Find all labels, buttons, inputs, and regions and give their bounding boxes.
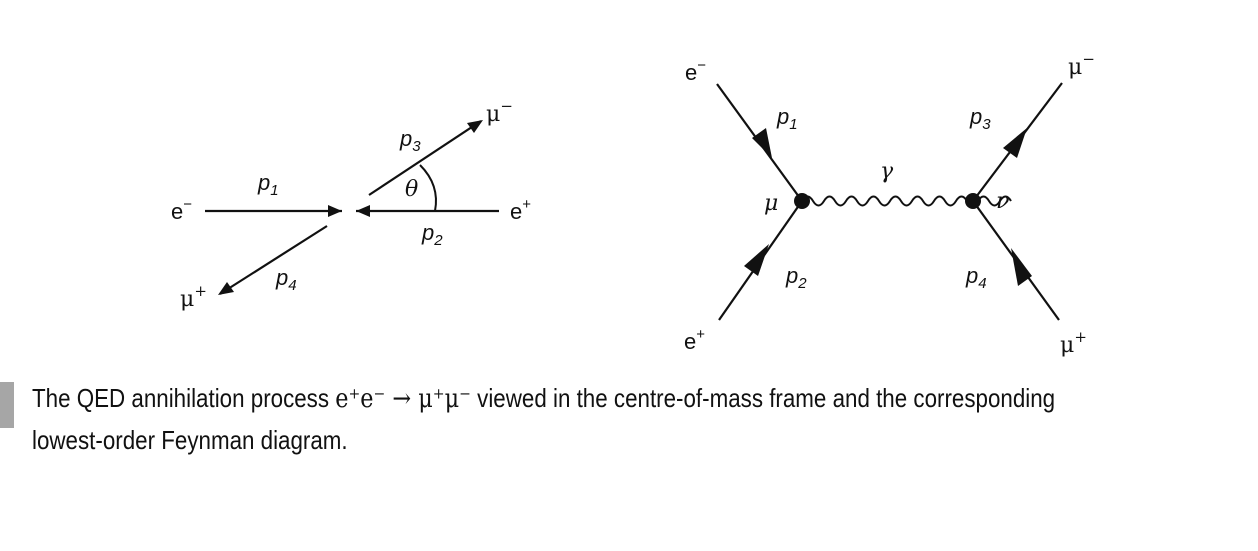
fd-p3-label: $p_3$ — [970, 104, 991, 133]
cm-muon-label: μ− — [486, 97, 513, 127]
theta-arc — [420, 165, 436, 211]
figure-caption — [32, 378, 1081, 461]
caption-text-after: viewed in the centre-of-mass frame and the corresponding lowest-order Feynman diagram. — [32, 383, 1056, 455]
fd-p1-label: $p_1$ — [777, 104, 798, 133]
caption-text-before: The QED annihilation process — [32, 383, 336, 413]
fd-muon-arrowhead — [1003, 128, 1027, 158]
cm-p4-label: $p_4$ — [276, 265, 297, 294]
p3-arrow — [369, 121, 481, 195]
feynman-diagram — [684, 50, 1095, 358]
p3-arrowhead — [467, 120, 483, 133]
fd-p2-label: $p_2$ — [786, 263, 807, 292]
cm-frame-diagram — [171, 97, 531, 312]
fd-muon-label: μ− — [1068, 50, 1095, 80]
fd-antimuon-label: μ+ — [1060, 328, 1087, 358]
fd-positron-label: e+ — [684, 326, 706, 354]
fd-photon-label: γ — [880, 159, 894, 184]
p4-arrow — [220, 226, 327, 294]
cm-p1-label: $p_1$ — [258, 170, 279, 199]
cm-p3-label: $p_3$ — [400, 126, 421, 155]
p1-arrowhead — [328, 205, 342, 217]
p2-arrowhead — [356, 205, 370, 217]
fd-p4-label: $p_4$ — [966, 263, 987, 292]
fd-antimuon-arrowhead — [1011, 248, 1032, 286]
cm-electron-label: e− — [171, 196, 193, 224]
theta-label: θ — [405, 177, 419, 202]
cm-p2-label: $p_2$ — [422, 220, 443, 249]
p4-arrowhead — [218, 282, 234, 295]
cm-antimuon-label: μ+ — [180, 282, 207, 312]
caption-reaction: e⁺e⁻ → μ⁺μ⁻ — [335, 384, 471, 414]
fd-electron-arrowhead — [752, 128, 772, 158]
fd-electron-label: e− — [685, 57, 707, 85]
cm-positron-label: e+ — [510, 196, 532, 224]
fd-vertex-nu-label: ν — [996, 189, 1010, 214]
caption-marker — [0, 382, 14, 428]
vertex-right — [965, 193, 981, 209]
fd-vertex-mu-label: μ — [764, 191, 779, 216]
fd-positron-arrowhead — [744, 244, 769, 276]
vertex-left — [794, 193, 810, 209]
